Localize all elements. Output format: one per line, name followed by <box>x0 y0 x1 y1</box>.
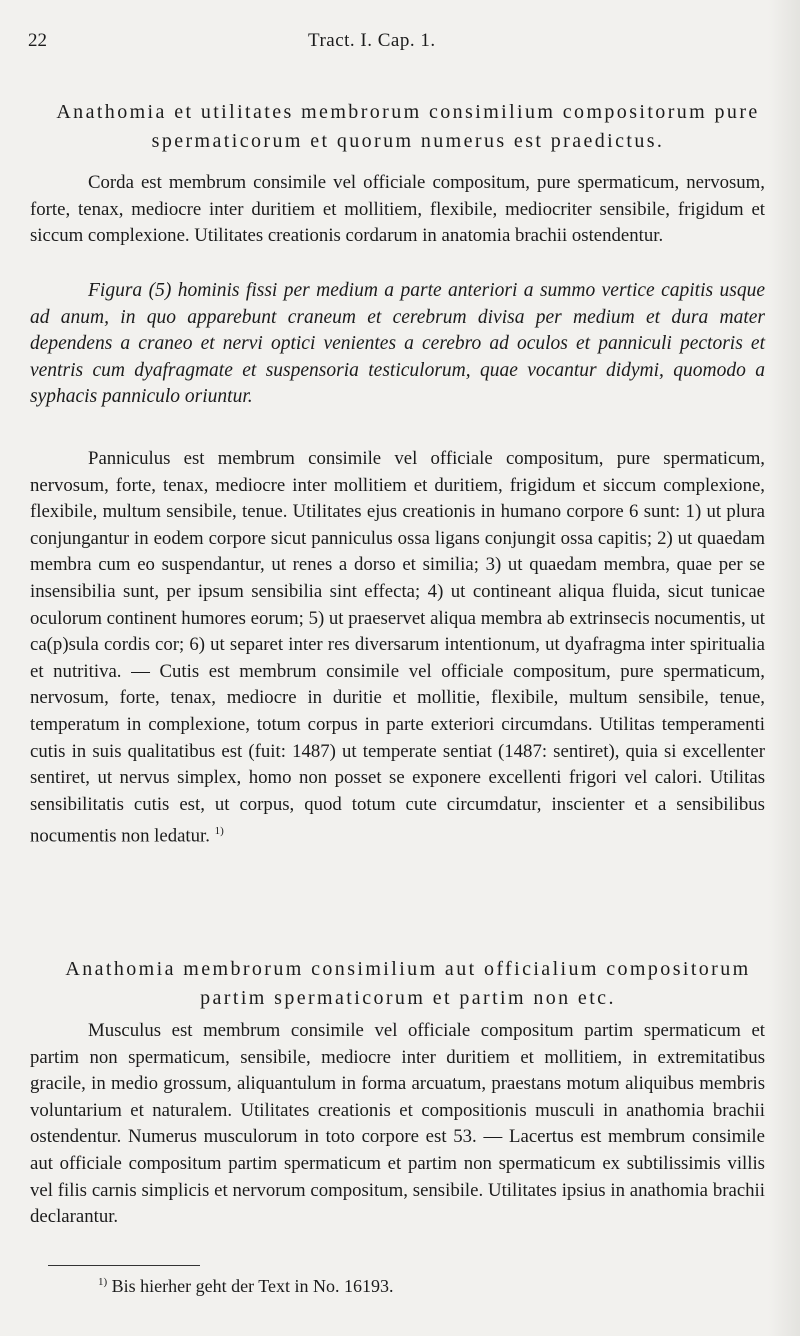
paragraph-corda: Corda est membrum consimile vel officiale compositum, pure spermaticum, nervosum, forte, tenax, mediocre inter duritiem et mollitiem, flexibile, mediocriter sensibile, frigidum et siccum complexione. Utilitates creationis cordarum in anatomia brachii ostendentur. <box>30 172 765 247</box>
running-head: Tract. I. Cap. 1. <box>308 30 436 51</box>
page-number: 22 <box>28 30 47 51</box>
footnote <box>98 1276 394 1297</box>
section-heading-2: Anathomia membrorum consimilium aut officialium compositorum partim spermaticorum et partim non etc. <box>65 958 751 1009</box>
footnote-reference: 1) <box>214 825 224 838</box>
footnote-rule <box>48 1265 200 1266</box>
paragraph-panniculus-text: Panniculus est membrum consimile vel officiale compositum, pure spermaticum, nervosum, forte, tenax, mediocre inter mollitiem et duritiem, frigidum et siccum complexione, flexibile, multum sensibile, tenue. Utilitates ejus creationis in humano corpore 6 sunt: 1) ut plura conjungantur in eodem corpore sicut panniculus ossa ligans conjungit ossa capitis; 2) ut quaedam membra cum eo suspendantur, ut renes a dorso et similia; 3) ut quaedam membra, quae per se insensibilia sunt, per ipsum sensibilia sint effecta; 4) ut contineant aliqua fluida, sicut tunicae oculorum continent humores eorum; 5) ut praeservet aliqua membra ab extrinsecis nocumentis, ut ca(p)sula cordis cor; 6) ut separet inter res diversarum intentionum, ut dyafragma inter spiritualia et nutritiva. — Cutis est membrum consimile vel officiale compositum, pure spermaticum, nervosum, forte, tenax, mediocre in duritie et mollitie, flexibile, multum sensibile, tenue, temperatum in complexione, totum corpus in parte exteriori circumdans. Utilitas temperamenti cutis in suis qualitatibus est (fuit: 1487) ut temperate sentiat (1487: sentiret), quia si excellenter sentiret, ut nervus simplex, homo non posset se exponere excellenti frigori vel calori. Utilitas sensibilitatis cutis est, ut corpus, quod totum cute circumdatur, inscienter et a sensibilibus nocumentis non ledatur. <box>30 448 765 847</box>
paragraph-musculus: Musculus est membrum consimile vel officiale compositum partim spermaticum et partim non spermaticum, sensibile, mediocre inter duritiem et mollitiem, in extremitatibus gracile, in medio grossum, aliquantulum in forma arcuatum, praestans motum aliquibus membris voluntarium et naturalem. Utilitates creationis et compositionis musculi in anathomia brachii ostendentur. Numerus musculorum in toto corpore est 53. — Lacertus est membrum consimile aut officiale compositum partim spermaticum et partim non spermaticum ex subtilissimis villis vel filis carnis simplicis et nervorum compositum, sensibile. Utilitates ipsius in anathomia brachii declarantur. <box>30 1020 765 1228</box>
section-heading-1: Anathomia et utilitates membrorum consimilium compositorum pure spermaticorum et quorum numerus est praedictus. <box>56 101 760 152</box>
paragraph-figura: Figura (5) hominis fissi per medium a parte anteriori a summo vertice capitis usque ad anum, in quo apparebunt craneum et cerebrum divisa per medium et dura mater dependens a craneo et nervi optici venientes a cerebro ad oculos et panniculi pectoris et ventris cum dyafragmate et suspensoria testiculorum, quae vocantur didymi, quomodo a syphacis panniculo oriuntur. <box>30 280 765 408</box>
paragraph-panniculus <box>30 446 765 850</box>
page-header <box>28 30 740 58</box>
footnote-text: Bis hierher geht der Text in No. 16193. <box>111 1276 394 1296</box>
page-edge-shadow <box>768 0 800 1336</box>
footnote-mark: 1) <box>98 1276 108 1288</box>
